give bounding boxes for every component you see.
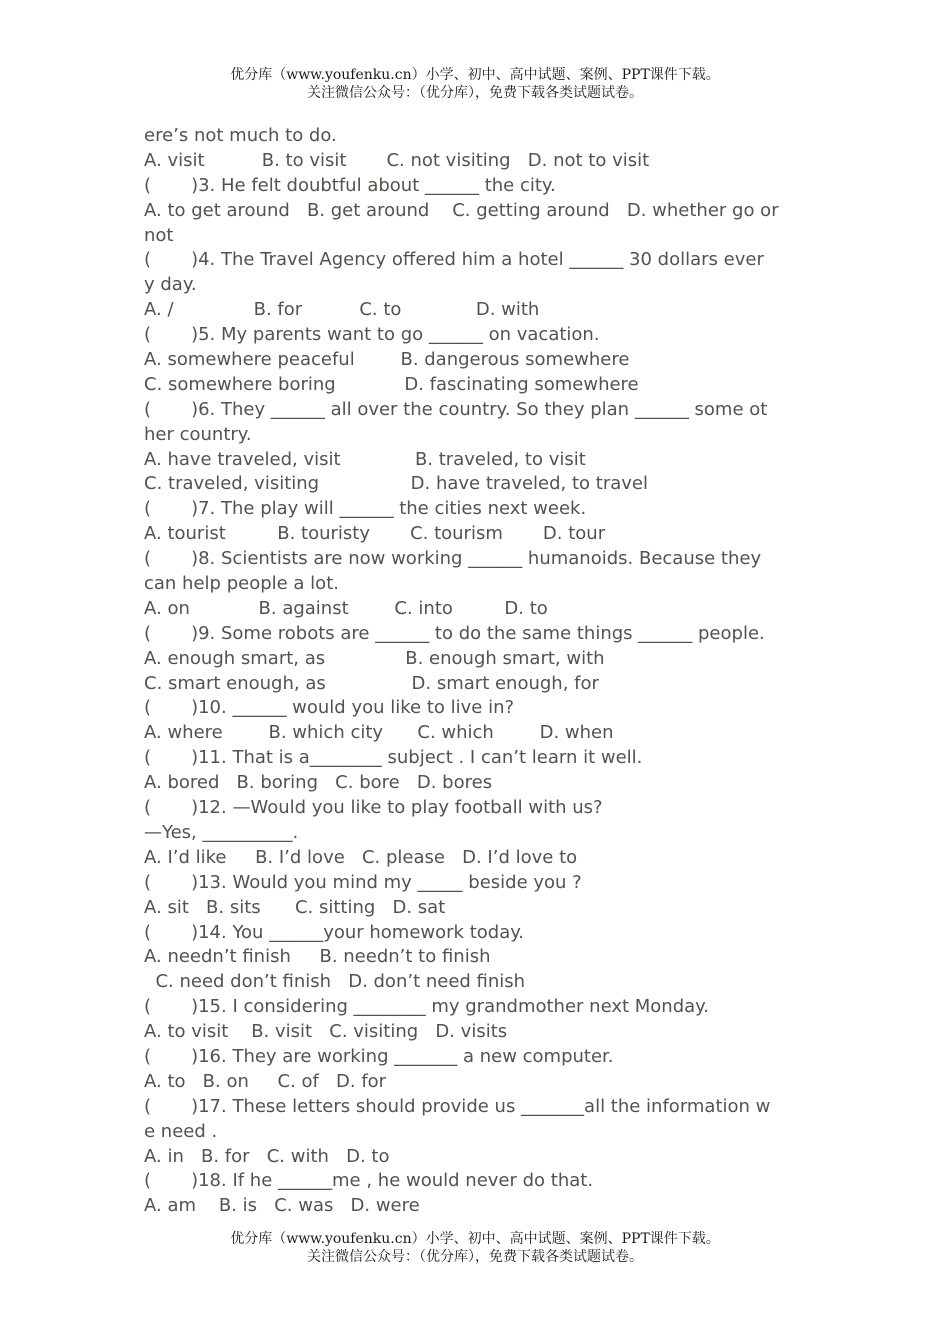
page-header (0, 66, 950, 102)
text-line: A. am B. is C. was D. were (144, 1195, 420, 1217)
text-line: A. bored B. boring C. bore D. bores (144, 772, 493, 794)
text-line: ( )16. They are working _______ a new computer. (144, 1045, 614, 1067)
text-line: A. I’d like B. I’d love C. please D. I’d love to (144, 846, 578, 868)
text-line: A. on B. against C. into D. to (144, 597, 548, 619)
text-line: A. where B. which city C. which D. when (144, 722, 614, 744)
footer-line-2: 关注微信公众号：（优分库），免费下载各类试题试卷。 (307, 1249, 643, 1265)
text-line: ( )4. The Travel Agency offered him a hotel ______ 30 dollars ever (144, 249, 764, 271)
text-line: A. to visit B. visit C. visiting D. visits (144, 1021, 508, 1043)
text-line: A. to get around B. get around C. getting around D. whether go or (144, 199, 779, 221)
text-line: ( )9. Some robots are ______ to do the same things ______ people. (144, 622, 765, 644)
text-line: ( )14. You ______your homework today. (144, 921, 525, 943)
text-line: —Yes, __________. (144, 821, 299, 843)
text-line: A. sit B. sits C. sitting D. sat (144, 896, 446, 918)
text-line: A. have traveled, visit B. traveled, to visit (144, 448, 586, 470)
text-line: ( )7. The play will ______ the cities next week. (144, 498, 587, 520)
text-line: A. enough smart, as B. enough smart, with (144, 647, 605, 669)
text-line: A. somewhere peaceful B. dangerous somewhere (144, 349, 630, 371)
text-line: ( )5. My parents want to go ______ on vacation. (144, 324, 600, 346)
text-line: A. to B. on C. of D. for (144, 1070, 387, 1092)
text-line: ( )8. Scientists are now working ______ humanoids. Because they (144, 548, 762, 570)
text-line: ( )3. He felt doubtful about ______ the city. (144, 174, 556, 196)
text-line: e need . (144, 1120, 218, 1142)
text-line: not (144, 224, 174, 246)
text-line: ( )18. If he ______me , he would never do that. (144, 1170, 594, 1192)
text-line: A. needn’t finish B. needn’t to finish (144, 946, 491, 968)
exam-content (144, 124, 816, 1219)
text-line: ( )13. Would you mind my _____ beside you ? (144, 871, 582, 893)
text-line: her country. (144, 423, 252, 445)
text-line: ( )6. They ______ all over the country. So they plan ______ some ot (144, 398, 768, 420)
footer-line-1: 优分库（www.youfenku.cn）小学、初中、高中试题、案例、PPT课件下载。 (230, 1231, 720, 1247)
page-footer (0, 1230, 950, 1266)
text-line: ( )10. ______ would you like to live in? (144, 697, 515, 719)
text-line: C. traveled, visiting D. have traveled, to travel (144, 473, 648, 495)
text-line: ( )11. That is a________ subject . I can’t learn it well. (144, 747, 643, 769)
text-line: ere’s not much to do. (144, 125, 337, 146)
header-line-2: 关注微信公众号：（优分库），免费下载各类试题试卷。 (307, 85, 643, 101)
text-line: ( )17. These letters should provide us _______all the information w (144, 1095, 771, 1117)
text-line: A. / B. for C. to D. with (144, 299, 540, 321)
text-line: A. in B. for C. with D. to (144, 1145, 390, 1167)
text-line: y day. (144, 274, 197, 296)
text-line: can help people a lot. (144, 573, 339, 595)
text-line: ( )12. —Would you like to play football with us? (144, 797, 603, 819)
text-line: C. smart enough, as D. smart enough, for (144, 672, 599, 694)
text-line: A. visit B. to visit C. not visiting D. not to visit (144, 149, 650, 171)
text-line: ( )15. I considering ________ my grandmother next Monday. (144, 996, 709, 1018)
text-line: A. tourist B. touristy C. tourism D. tour (144, 523, 606, 545)
header-line-1: 优分库（www.youfenku.cn）小学、初中、高中试题、案例、PPT课件下载。 (230, 67, 720, 83)
text-line: C. need don’t finish D. don’t need finish (144, 971, 526, 993)
text-line: C. somewhere boring D. fascinating somewhere (144, 373, 639, 395)
